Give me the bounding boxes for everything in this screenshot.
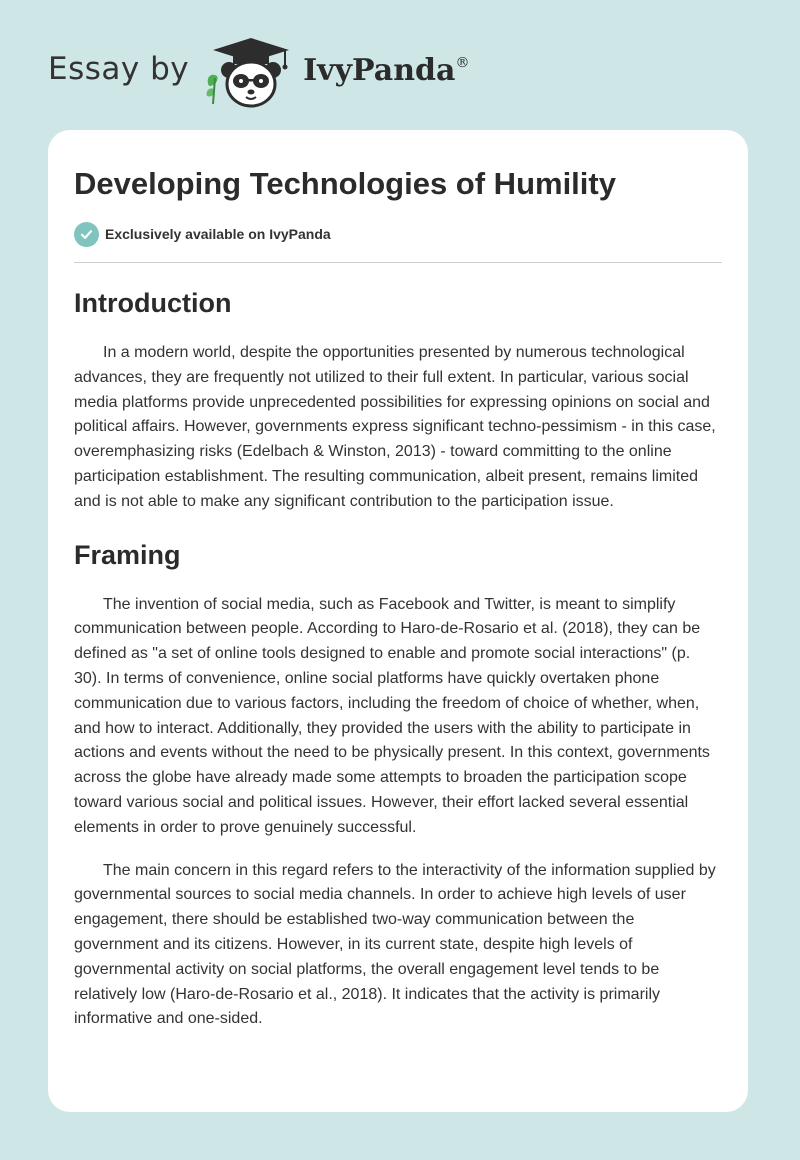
exclusive-badge-label: Exclusively available on IvyPanda bbox=[105, 226, 331, 242]
brand-name[interactable]: IvyPanda® bbox=[303, 52, 470, 88]
page-title: Developing Technologies of Humility bbox=[74, 166, 616, 201]
exclusive-badge bbox=[74, 220, 722, 248]
section-framing bbox=[74, 537, 722, 1033]
check-circle-icon bbox=[74, 222, 99, 247]
site-header bbox=[48, 34, 469, 110]
paragraph: The main concern in this regard refers to the interactivity of the information supplied by governmental sources to social media channels. In order to achieve high levels of user engagement, there should be established two-way communication between the government and its citizens. However, in its current state, despite high levels of governmental activity on social platforms, the overall engagement level tends to be relatively low (Haro-de-Rosario et al., 2018). It indicates that the activity is primarily informative and one-sided. bbox=[74, 861, 716, 1028]
ivypanda-logo-icon[interactable] bbox=[203, 34, 299, 110]
section-heading: Introduction bbox=[74, 288, 232, 318]
essay-by-label: Essay by bbox=[48, 51, 190, 87]
essay-card bbox=[48, 130, 748, 1112]
section-heading: Framing bbox=[74, 539, 181, 570]
title-divider bbox=[74, 262, 722, 263]
paragraph: In a modern world, despite the opportunities presented by numerous technological advances, they are frequently not utilized to their full extent. In particular, various social media platforms provide unprecedented possibilities for expressing opinions on social and political affairs. However, governments express significant techno-pessimism - in this case, overemphasizing risks (Edelbach & Winston, 2013) - toward committing to the online participation establishment. The resulting communication, albeit present, remains limited and is not able to make any significant contribution to the participation issue. bbox=[74, 344, 716, 510]
paragraph: The invention of social media, such as Facebook and Twitter, is meant to simplify communication between people. According to Haro-de-Rosario et al. (2018), they can be defined as "a set of online tools designed to enable and promote social interactions" (p. 30). In terms of convenience, online social platforms have quickly overtaken phone communication due to various factors, including the freedom of choice of whether, when, and how to interact. Additionally, they provided the users with the ability to participate in actions and events without the need to be physically present. In this context, governments across the globe have already made some attempts to broaden the participation scope toward various social and political issues. However, their effort lacked several essential elements in order to prove genuinely successful. bbox=[74, 595, 710, 836]
section-introduction bbox=[74, 285, 722, 515]
